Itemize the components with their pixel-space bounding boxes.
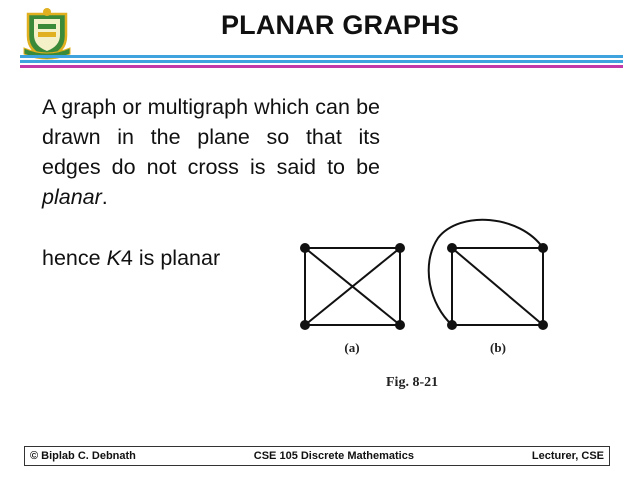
definition-emphasis: planar xyxy=(42,185,102,209)
university-logo xyxy=(20,6,74,60)
divider-bar-blue xyxy=(20,55,623,58)
graph-a xyxy=(305,248,400,325)
slide-footer xyxy=(24,446,610,466)
divider-bar-magenta xyxy=(20,65,623,68)
graph-b xyxy=(429,220,543,325)
label-b: (b) xyxy=(490,340,506,355)
note-emphasis: K xyxy=(106,246,121,270)
figure-caption: Fig. 8-21 xyxy=(386,375,439,390)
footer-role: Lecturer, CSE xyxy=(531,450,604,462)
definition-text: A graph or multigraph which can be drawn in the plane so that its edges do not cross is said to be xyxy=(42,95,380,179)
slide-title: PLANAR GRAPHS xyxy=(220,10,460,40)
definition-end: . xyxy=(101,185,108,209)
divider-bar-blue-2 xyxy=(20,60,623,63)
note-suffix: 4 is planar xyxy=(120,246,221,270)
label-a: (a) xyxy=(344,340,360,355)
note-prefix: hence xyxy=(42,246,107,270)
footer-course: CSE 105 Discrete Mathematics xyxy=(253,450,414,462)
k4-planar-note xyxy=(42,243,220,273)
title-divider xyxy=(20,55,623,70)
k4-figures xyxy=(290,210,620,400)
footer-author: © Biplab C. Debnath xyxy=(30,450,136,462)
planar-definition xyxy=(42,92,380,212)
